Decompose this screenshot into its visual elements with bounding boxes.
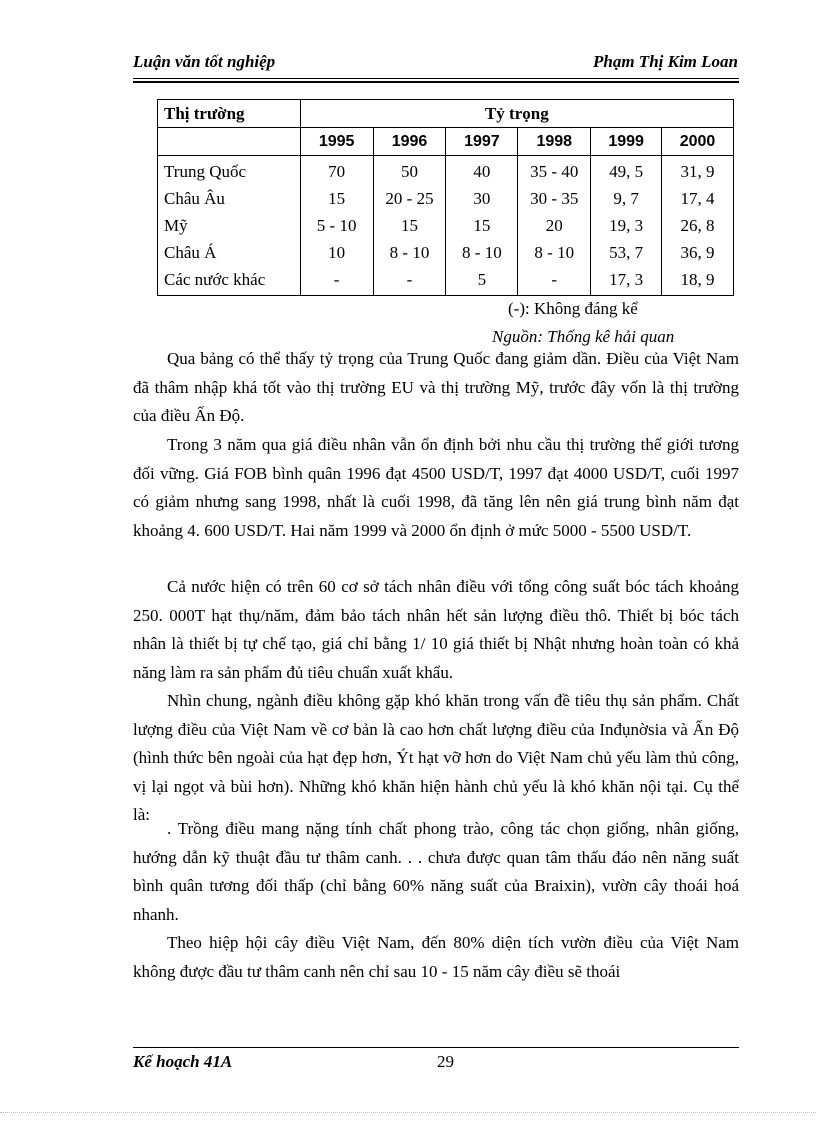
table-row bbox=[158, 212, 734, 239]
market-name: Châu Âu bbox=[158, 185, 301, 212]
share-value: 17, 4 bbox=[662, 185, 734, 212]
share-value: 9, 7 bbox=[591, 185, 662, 212]
year-header: 1996 bbox=[373, 128, 446, 156]
table-row bbox=[158, 239, 734, 266]
negligible-note: (-): Không đáng kể bbox=[508, 299, 638, 318]
share-value: 15 bbox=[446, 212, 518, 239]
share-value: 31, 9 bbox=[662, 156, 734, 186]
market-name: Trung Quốc bbox=[158, 156, 301, 186]
share-value: 30 - 35 bbox=[518, 185, 591, 212]
footer-rule bbox=[133, 1047, 739, 1048]
year-header: 1997 bbox=[446, 128, 518, 156]
year-header: 2000 bbox=[662, 128, 734, 156]
page-edge bbox=[0, 1112, 816, 1113]
share-value: 8 - 10 bbox=[446, 239, 518, 266]
market-name: Mỹ bbox=[158, 212, 301, 239]
footer-class: Kế hoạch 41A bbox=[133, 1052, 233, 1071]
share-value: 53, 7 bbox=[591, 239, 662, 266]
body-paragraph: Qua bảng có thể thấy tỷ trọng của Trung Quốc đang giảm dần. Điều của Việt Nam đã thâm nhập khá tốt vào thị trường EU và thị trường Mỹ, trước đây vốn là thị trường của điều Ấn Độ. bbox=[133, 349, 739, 426]
share-value: - bbox=[300, 266, 373, 296]
market-name: Châu Á bbox=[158, 239, 301, 266]
body-paragraph: Nhìn chung, ngành điều không gặp khó khăn trong vấn đề tiêu thụ sản phẩm. Chất lượng điều của Việt Nam về cơ bản là cao hơn chất lượng điều của Inđụnờsia và Ấn Độ (hình thức bên ngoài của hạt đẹp hơn, Ýt hạt vỡ hơn do Việt Nam chủ yếu làm thủ công, vị lại ngọt và bùi hơn). Những khó khăn hiện hành chủ yếu là khó khăn nội tại. Cụ thể là: bbox=[133, 691, 739, 825]
market-column-header: Thị trường bbox=[158, 100, 301, 128]
share-value: 50 bbox=[373, 156, 446, 186]
share-column-header: Tỷ trọng bbox=[300, 100, 733, 128]
table-row bbox=[158, 185, 734, 212]
share-value: 40 bbox=[446, 156, 518, 186]
source-note: Nguồn: Thống kê hải quan bbox=[492, 327, 675, 346]
page-number: 29 bbox=[437, 1052, 454, 1071]
body-paragraph: Theo hiệp hội cây điều Việt Nam, đến 80% diện tích vườn điều của Việt Nam không được đầu tư thâm canh nên chỉ sau 10 - 15 năm cây điều sẽ thoái bbox=[133, 933, 739, 981]
year-header: 1998 bbox=[518, 128, 591, 156]
share-value: 30 bbox=[446, 185, 518, 212]
share-value: 70 bbox=[300, 156, 373, 186]
share-value: - bbox=[518, 266, 591, 296]
header-author: Phạm Thị Kim Loan bbox=[593, 52, 738, 71]
body-paragraph: Cả nước hiện có trên 60 cơ sở tách nhân điều với tổng công suất bóc tách khoảng 250. 000T hạt thụ/năm, đảm bảo tách nhân hết sản lượng điều thô. Thiết bị bóc tách nhân là thiết bị tự chế tạo, giá chỉ bằng 1/ 10 giá thiết bị Nhật nhưng hoàn toàn có khả năng làm ra sản phẩm đủ tiêu chuẩn xuất khẩu. bbox=[133, 577, 739, 682]
share-value: 20 - 25 bbox=[373, 185, 446, 212]
share-value: 35 - 40 bbox=[518, 156, 591, 186]
body-paragraph: . Trồng điều mang nặng tính chất phong trào, công tác chọn giống, nhân giống, hướng dẫn kỹ thuật đầu tư thâm canh. . . chưa được quan tâm thấu đáo nên năng suất bình quân tương đối thấp (chỉ bằng 60% năng suất của Braixin), vườn cây thoái hoá nhanh. bbox=[133, 819, 739, 924]
body-paragraph: Trong 3 năm qua giá điều nhân vẫn ổn định bởi nhu cầu thị trường thế giới tương đối vững. Giá FOB bình quân 1996 đạt 4500 USD/T, 1997 đạt 4000 USD/T, cuối 1997 có giảm nhưng sang 1998, nhất là cuối 1998, đã tăng lên nên giá trung bình năm đạt khoảng 4. 600 USD/T. Hai năm 1999 và 2000 ổn định ở mức 5000 - 5500 USD/T. bbox=[133, 435, 739, 540]
share-value: 5 - 10 bbox=[300, 212, 373, 239]
share-value: 26, 8 bbox=[662, 212, 734, 239]
share-value: 10 bbox=[300, 239, 373, 266]
share-value: - bbox=[373, 266, 446, 296]
empty-cell bbox=[158, 128, 301, 156]
header-rule bbox=[133, 78, 739, 79]
share-value: 49, 5 bbox=[591, 156, 662, 186]
header-thesis-title: Luận văn tốt nghiệp bbox=[133, 52, 276, 71]
share-value: 5 bbox=[446, 266, 518, 296]
table-row bbox=[158, 266, 734, 296]
year-header: 1999 bbox=[591, 128, 662, 156]
share-value: 19, 3 bbox=[591, 212, 662, 239]
share-value: 17, 3 bbox=[591, 266, 662, 296]
share-value: 18, 9 bbox=[662, 266, 734, 296]
table-row bbox=[158, 156, 734, 186]
share-value: 8 - 10 bbox=[518, 239, 591, 266]
market-name: Các nước khác bbox=[158, 266, 301, 296]
header-rule-thick bbox=[133, 81, 739, 83]
share-value: 8 - 10 bbox=[373, 239, 446, 266]
share-value: 15 bbox=[300, 185, 373, 212]
market-share-table bbox=[157, 99, 734, 296]
share-value: 20 bbox=[518, 212, 591, 239]
share-value: 15 bbox=[373, 212, 446, 239]
year-header: 1995 bbox=[300, 128, 373, 156]
share-value: 36, 9 bbox=[662, 239, 734, 266]
